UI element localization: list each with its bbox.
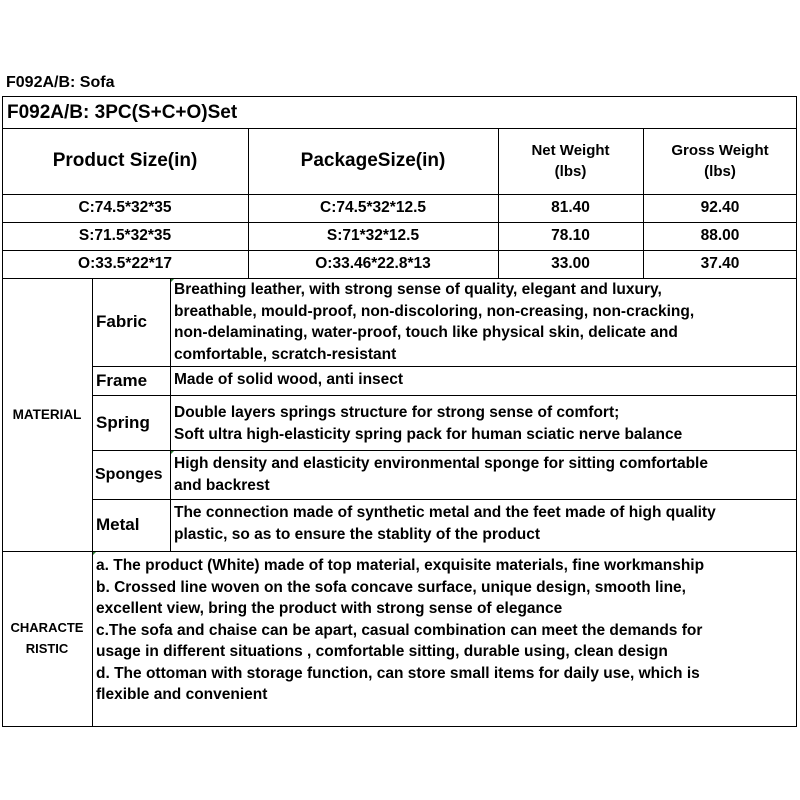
characteristic-line: a. The product (White) made of top material, exquisite materials, fine workmanship bbox=[96, 557, 705, 574]
fabric-line: non-delaminating, water-proof, touch like physical skin, delicate and bbox=[174, 324, 678, 341]
set-title: F092A/B: 3PC(S+C+O)Set bbox=[7, 101, 238, 123]
net-weight-o: 33.00 bbox=[551, 255, 590, 272]
characteristic-label bbox=[2, 551, 92, 727]
material-name-fabric: Fabric bbox=[96, 312, 148, 331]
material-desc-fabric bbox=[174, 279, 694, 365]
material-name-sponges: Sponges bbox=[95, 465, 163, 483]
material-label: MATERIAL bbox=[12, 407, 82, 422]
material-name-spring: Spring bbox=[96, 412, 150, 432]
divider bbox=[92, 278, 93, 727]
header-net-weight-line1: Net Weight bbox=[531, 142, 610, 159]
material-name-metal: Metal bbox=[96, 515, 140, 534]
fabric-line: comfortable, scratch-resistant bbox=[174, 345, 397, 363]
cell-indicator-icon bbox=[171, 451, 174, 454]
gross-weight-c: 92.40 bbox=[700, 199, 740, 216]
spring-line: Double layers springs structure for strong sense of comfort; bbox=[174, 404, 620, 421]
material-desc-sponges bbox=[174, 453, 708, 496]
material-name-frame: Frame bbox=[96, 370, 148, 390]
characteristic-line: d. The ottoman with storage function, can store small items for daily use, which is bbox=[96, 664, 700, 682]
gross-weight-s: 88.00 bbox=[700, 227, 740, 244]
package-size-o: O:33.46*22.8*13 bbox=[315, 255, 431, 272]
header-package-size: PackageSize(in) bbox=[300, 150, 446, 171]
frame-line: Made of solid wood, anti insect bbox=[174, 371, 404, 388]
characteristic-line: b. Crossed line woven on the sofa concave surface, unique design, smooth line, bbox=[96, 578, 686, 596]
characteristic-line: usage in different situations , comfortable sitting, durable using, clean design bbox=[96, 643, 668, 660]
divider bbox=[92, 366, 797, 367]
document-title: F092A/B: Sofa bbox=[6, 74, 115, 91]
material-desc-frame bbox=[174, 369, 403, 391]
spring-line: Soft ultra high-elasticity spring pack for human sciatic nerve balance bbox=[174, 425, 683, 443]
metal-line: plastic, so as to ensure the stablity of the product bbox=[174, 525, 541, 543]
product-size-o: O:33.5*22*17 bbox=[78, 255, 172, 272]
characteristic-label-line1: CHARACTE bbox=[10, 620, 84, 635]
cell-indicator-icon bbox=[171, 279, 174, 282]
material-desc-metal bbox=[174, 502, 716, 545]
material-desc-spring bbox=[174, 402, 682, 445]
sponges-line: and backrest bbox=[174, 476, 270, 494]
header-gross-weight-line1: Gross Weight bbox=[671, 142, 769, 159]
fabric-line: breathable, mould-proof, non-discoloring, non-creasing, non-cracking, bbox=[174, 302, 695, 320]
metal-line: The connection made of synthetic metal and the feet made of high quality bbox=[174, 504, 716, 521]
header-gross-weight-line2: (lbs) bbox=[704, 163, 736, 180]
characteristic-label-line2: RISTIC bbox=[25, 641, 69, 656]
package-size-s: S:71*32*12.5 bbox=[326, 227, 420, 244]
header-net-weight-line2: (lbs) bbox=[554, 163, 587, 180]
divider bbox=[2, 551, 797, 552]
product-size-c: C:74.5*32*35 bbox=[78, 199, 172, 216]
characteristic-line: flexible and convenient bbox=[96, 686, 268, 703]
characteristic-desc bbox=[96, 555, 704, 706]
header-gross-weight bbox=[643, 128, 797, 194]
fabric-line: Breathing leather, with strong sense of quality, elegant and luxury, bbox=[174, 281, 662, 298]
divider bbox=[92, 499, 797, 500]
divider bbox=[92, 450, 797, 451]
package-size-c: C:74.5*32*12.5 bbox=[320, 199, 426, 216]
divider bbox=[92, 395, 797, 396]
net-weight-s: 78.10 bbox=[551, 227, 590, 244]
header-net-weight bbox=[498, 128, 643, 194]
product-size-s: S:71.5*32*35 bbox=[78, 227, 172, 244]
sponges-line: High density and elasticity environmental sponge for sitting comfortable bbox=[174, 455, 708, 472]
characteristic-line: c.The sofa and chaise can be apart, casual combination can meet the demands for bbox=[96, 621, 703, 639]
gross-weight-o: 37.40 bbox=[700, 255, 740, 272]
net-weight-c: 81.40 bbox=[551, 199, 590, 216]
divider bbox=[170, 278, 171, 551]
characteristic-line: excellent view, bring the product with strong sense of elegance bbox=[96, 600, 563, 617]
header-product-size: Product Size(in) bbox=[52, 150, 198, 171]
